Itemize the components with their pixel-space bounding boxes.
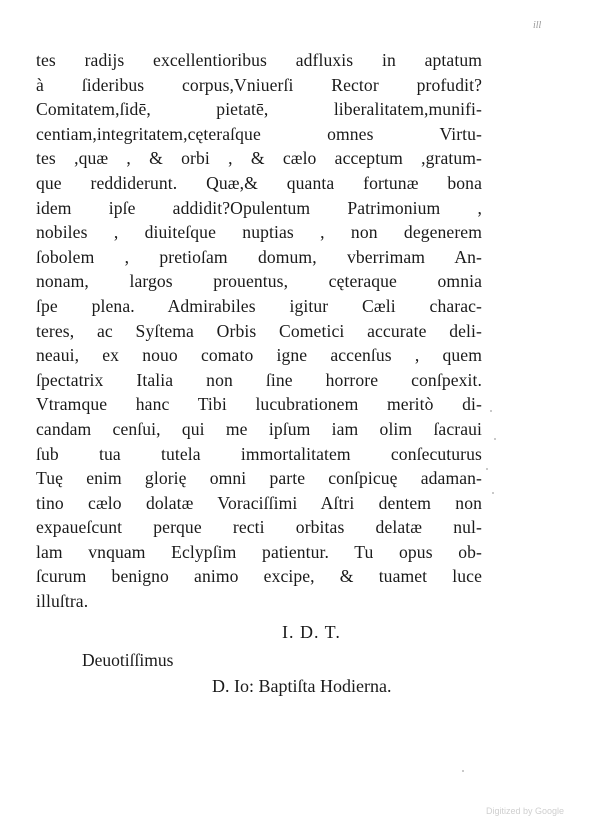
dedication-text [36, 48, 482, 614]
text-line: que reddiderunt. Quæ,& quanta fortunæ bona [36, 172, 482, 193]
text-line: idem ipſe addidit?Opulentum Patrimonium , [36, 197, 482, 218]
text-line: ſpectatrix Italia non ſine horrore conſpexit. [36, 369, 482, 390]
text-line: ſpe plena. Admirabiles igitur Cæli charac- [36, 295, 482, 316]
paper-speck [486, 468, 488, 470]
author-signature: D. Io: Baptiſta Hodierna. [212, 676, 392, 696]
text-line: tes radijs excellentioribus adfluxis in aptatum [36, 50, 482, 70]
text-line: neaui, ex nouo comato igne accenſus , quem [36, 345, 482, 366]
closing-word: Deuotiſſimus [82, 650, 174, 670]
initials: I. D. T. [282, 622, 341, 642]
text-line: teres, ac Syſtema Orbis Cometici accurate deli- [36, 320, 482, 341]
text-line: ſcurum benigno animo excipe, & tuamet luce [36, 566, 482, 587]
text-line: lam vnquam Eclypſim patientur. Tu opus ob- [36, 541, 482, 562]
paper-speck [490, 410, 492, 412]
text-line: à ſideribus corpus,Vniuerſi Rector profudit? [36, 74, 482, 95]
text-line: ſobolem , pretioſam domum, vberrimam An- [36, 246, 482, 267]
page-corner-mark: ill [533, 20, 542, 31]
paper-speck [494, 438, 496, 440]
text-line: tino cælo dolatæ Voraciſſimi Aſtri dentem non [36, 492, 482, 513]
text-line: ſub tua tutela immortalitatem conſecuturus [36, 443, 482, 464]
paper-speck [492, 492, 494, 494]
text-line: nobiles , diuiteſque nuptias , non degenerem [36, 222, 482, 243]
text-line: candam cenſui, qui me ipſum iam olim ſacraui [36, 418, 482, 439]
text-line: nonam, largos prouentus, cęteraque omnia [36, 271, 482, 292]
paper-speck [462, 770, 464, 772]
text-line: expaueſcunt perque recti orbitas delatæ nul- [36, 517, 482, 538]
text-line: Tuę enim glorię omni parte conſpicuę adaman- [36, 468, 482, 489]
text-line: centiam,integritatem,cęteraſque omnes Virtu- [36, 123, 482, 144]
digitization-watermark: Digitized by Google [486, 806, 565, 816]
text-line: illuſtra. [36, 591, 89, 612]
text-line: Comitatem,ſidē, pietatē, liberalitatem,munifi- [36, 99, 482, 120]
text-line: Vtramque hanc Tibi lucubrationem meritò di- [36, 394, 482, 415]
text-line: tes ,quæ , & orbi , & cælo acceptum ,gratum- [36, 148, 482, 169]
